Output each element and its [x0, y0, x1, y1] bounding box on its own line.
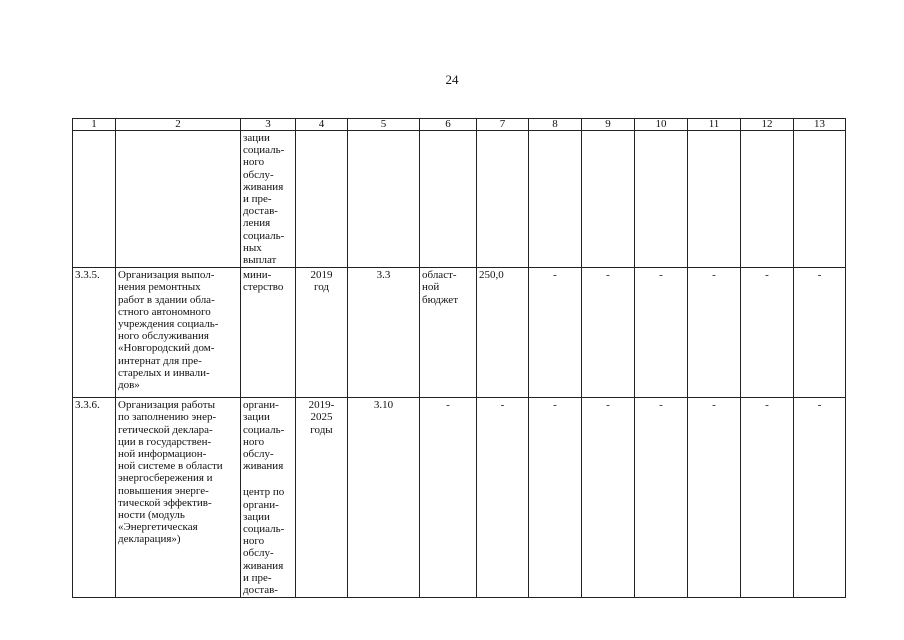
table-cell — [529, 131, 582, 268]
activity-name-cell: Организация выпол- нения ремонтных работ в здании обла- стного автономного учреждения социаль- ного обслуживания «Новгородский дом- интернат для пре- старелых и инвали- дов» — [116, 268, 241, 398]
table-cell — [688, 131, 741, 268]
column-header: 5 — [348, 119, 420, 131]
program-table — [72, 118, 846, 598]
executor-cell: зации социаль- ного обслу- живания и пре- достав- ления социаль- ных выплат — [241, 131, 296, 268]
table-row — [73, 131, 846, 268]
row-number-cell: 3.3.6. — [73, 398, 116, 598]
column-header: 12 — [741, 119, 794, 131]
table-cell — [794, 131, 846, 268]
table-row — [73, 268, 846, 398]
source-cell: област- ной бюджет — [420, 268, 477, 398]
executor-cell — [241, 398, 296, 598]
indicator-cell: 3.10 — [348, 398, 420, 598]
column-header: 11 — [688, 119, 741, 131]
amount-cell: - — [529, 398, 582, 598]
row-number-cell: 3.3.5. — [73, 268, 116, 398]
table-cell — [73, 131, 116, 268]
table-cell — [582, 131, 635, 268]
activity-name-cell: Организация работы по заполнению энер- гетической деклара- ции в государствен- ной информацион- ной системе в области энергосбережения и повышения энерге- тической эффектив- ности (модуль «Энергетическая декларация») — [116, 398, 241, 598]
amount-cell: - — [582, 398, 635, 598]
amount-cell: - — [794, 268, 846, 398]
table-cell — [116, 131, 241, 268]
column-header: 6 — [420, 119, 477, 131]
column-header: 3 — [241, 119, 296, 131]
source-cell: - — [420, 398, 477, 598]
column-header: 13 — [794, 119, 846, 131]
column-header: 1 — [73, 119, 116, 131]
amount-cell: - — [794, 398, 846, 598]
column-header: 4 — [296, 119, 348, 131]
amount-cell: - — [741, 268, 794, 398]
amount-cell: 250,0 — [477, 268, 529, 398]
page-number: 24 — [445, 72, 459, 87]
table-cell — [635, 131, 688, 268]
executor-extra-text: центр по органи- зации социаль- ного обслу- живания и пре- достав- — [243, 486, 285, 597]
term-cell: 2019- 2025 годы — [296, 398, 348, 598]
amount-cell: - — [529, 268, 582, 398]
column-header: 8 — [529, 119, 582, 131]
term-cell: 2019 год — [296, 268, 348, 398]
indicator-cell: 3.3 — [348, 268, 420, 398]
amount-cell: - — [635, 398, 688, 598]
column-header: 7 — [477, 119, 529, 131]
table-row — [73, 398, 846, 598]
table-cell — [296, 131, 348, 268]
executor-cell: мини- стерство — [241, 268, 296, 398]
amount-cell: - — [582, 268, 635, 398]
amount-cell: - — [477, 398, 529, 598]
column-number-row — [73, 119, 846, 131]
amount-cell: - — [688, 268, 741, 398]
amount-cell: - — [741, 398, 794, 598]
column-header: 9 — [582, 119, 635, 131]
table-cell — [348, 131, 420, 268]
amount-cell: - — [688, 398, 741, 598]
table-cell — [420, 131, 477, 268]
table-cell — [741, 131, 794, 268]
column-header: 2 — [116, 119, 241, 131]
table-cell — [477, 131, 529, 268]
amount-cell: - — [635, 268, 688, 398]
executor-text: органи- зации социаль- ного обслу- живания — [243, 399, 285, 473]
column-header: 10 — [635, 119, 688, 131]
